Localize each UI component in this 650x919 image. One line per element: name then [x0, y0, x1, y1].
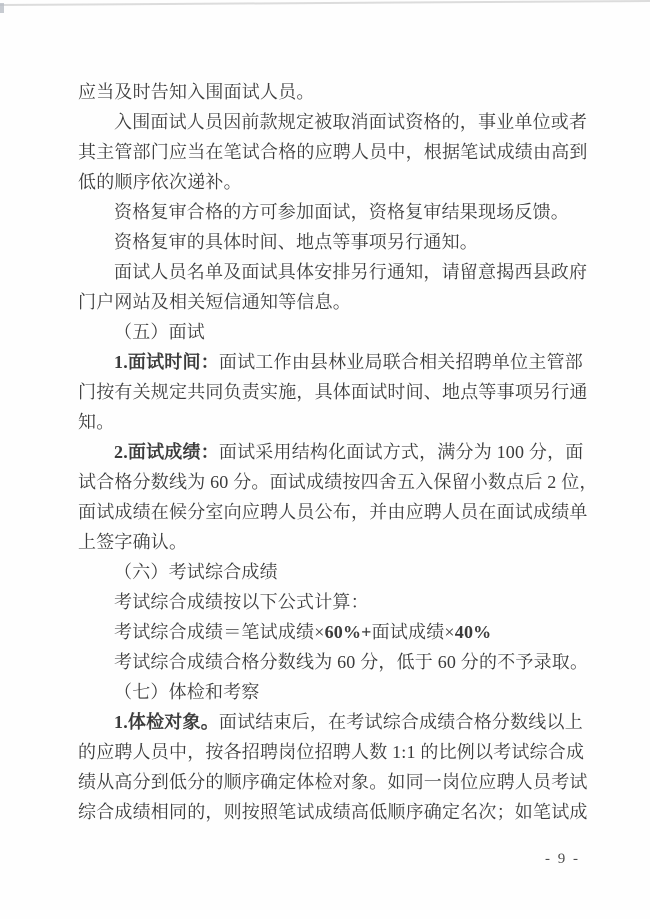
document-content	[78, 77, 598, 827]
text-segment: 考试综合成绩合格分数线为 60 分，低于 60 分的不予录取。	[114, 652, 589, 672]
bold-text-segment: 40%	[454, 622, 492, 642]
text-line	[78, 587, 582, 617]
text-line	[78, 317, 582, 347]
page-number: - 9 -	[545, 851, 580, 867]
text-segment: 综合成绩相同的，则按照笔试成绩高低顺序确定名次；如笔试成	[78, 802, 588, 822]
text-segment: 面试人员名单及面试具体安排另行通知，请留意揭西县政府	[114, 262, 588, 282]
text-line	[78, 467, 598, 497]
text-segment: 低的顺序依次递补。	[78, 172, 242, 192]
text-segment: 资格复审合格的方可参加面试，资格复审结果现场反馈。	[114, 202, 569, 222]
bold-text-segment: 1.体检对象。	[114, 712, 219, 732]
text-line	[78, 137, 588, 167]
text-line	[78, 677, 582, 707]
text-segment: 知。	[78, 412, 115, 432]
text-segment: 应当及时告知入围面试人员。	[78, 82, 315, 102]
text-segment: 试合格分数线为 60 分。面试成绩按四舍五入保留小数点后 2 位，	[78, 472, 598, 492]
text-segment: 面试成绩在候分室向应聘人员公布，并由应聘人员在面试成绩单	[78, 502, 588, 522]
text-line	[78, 347, 582, 377]
text-segment: 其主管部门应当在笔试合格的应聘人员中，根据笔试成绩由高到	[78, 142, 588, 162]
scan-artifact-corner	[0, 3, 4, 13]
text-segment: 入围面试人员因前款规定被取消面试资格的，事业单位或者	[114, 112, 588, 132]
text-line	[78, 647, 589, 677]
text-line	[78, 77, 582, 107]
text-line	[78, 737, 585, 767]
text-line	[78, 407, 582, 437]
text-segment: 资格复审的具体时间、地点等事项另行通知。	[114, 232, 478, 252]
text-segment: 门户网站及相关短信通知等信息。	[78, 292, 351, 312]
text-line	[78, 497, 588, 527]
bold-text-segment: 60%+	[324, 622, 372, 642]
text-line	[78, 107, 588, 137]
text-segment: （七）体检和考察	[114, 682, 260, 702]
bold-text-segment: 2.面试成绩：	[114, 442, 219, 462]
text-line	[78, 557, 582, 587]
text-segment: 面试采用结构化面试方式，满分为 100 分，面	[218, 442, 584, 462]
text-segment: 面试工作由县林业局联合相关招聘单位主管部	[218, 352, 583, 372]
text-segment: 面试成绩×	[371, 622, 455, 642]
text-segment: （六）考试综合成绩	[114, 562, 278, 582]
text-segment: （五）面试	[114, 322, 205, 342]
text-line	[78, 227, 582, 257]
text-segment: 的应聘人员中，按各招聘岗位招聘人数 1:1 的比例以考试综合成	[78, 742, 585, 762]
text-segment: 上签字确认。	[78, 532, 188, 552]
text-line	[78, 197, 582, 227]
text-line	[78, 767, 588, 797]
text-line	[78, 797, 588, 827]
text-line	[78, 167, 582, 197]
scan-artifact-top-edge	[0, 0, 650, 6]
text-line	[78, 287, 582, 317]
text-line	[78, 617, 582, 647]
text-line	[78, 377, 588, 407]
text-segment: 面试结束后，在考试综合成绩合格分数线以上	[218, 712, 583, 732]
text-line	[78, 527, 582, 557]
text-line	[78, 437, 582, 467]
text-segment: 门按有关规定共同负责实施，具体面试时间、地点等事项另行通	[78, 382, 588, 402]
text-line	[78, 707, 582, 737]
text-line	[78, 257, 588, 287]
bold-text-segment: 1.面试时间：	[114, 352, 219, 372]
text-segment: 考试综合成绩＝笔试成绩×	[114, 622, 325, 642]
text-segment: 考试综合成绩按以下公式计算：	[114, 592, 369, 612]
text-segment: 绩从高分到低分的顺序确定体检对象。如同一岗位应聘人员考试	[78, 772, 588, 792]
